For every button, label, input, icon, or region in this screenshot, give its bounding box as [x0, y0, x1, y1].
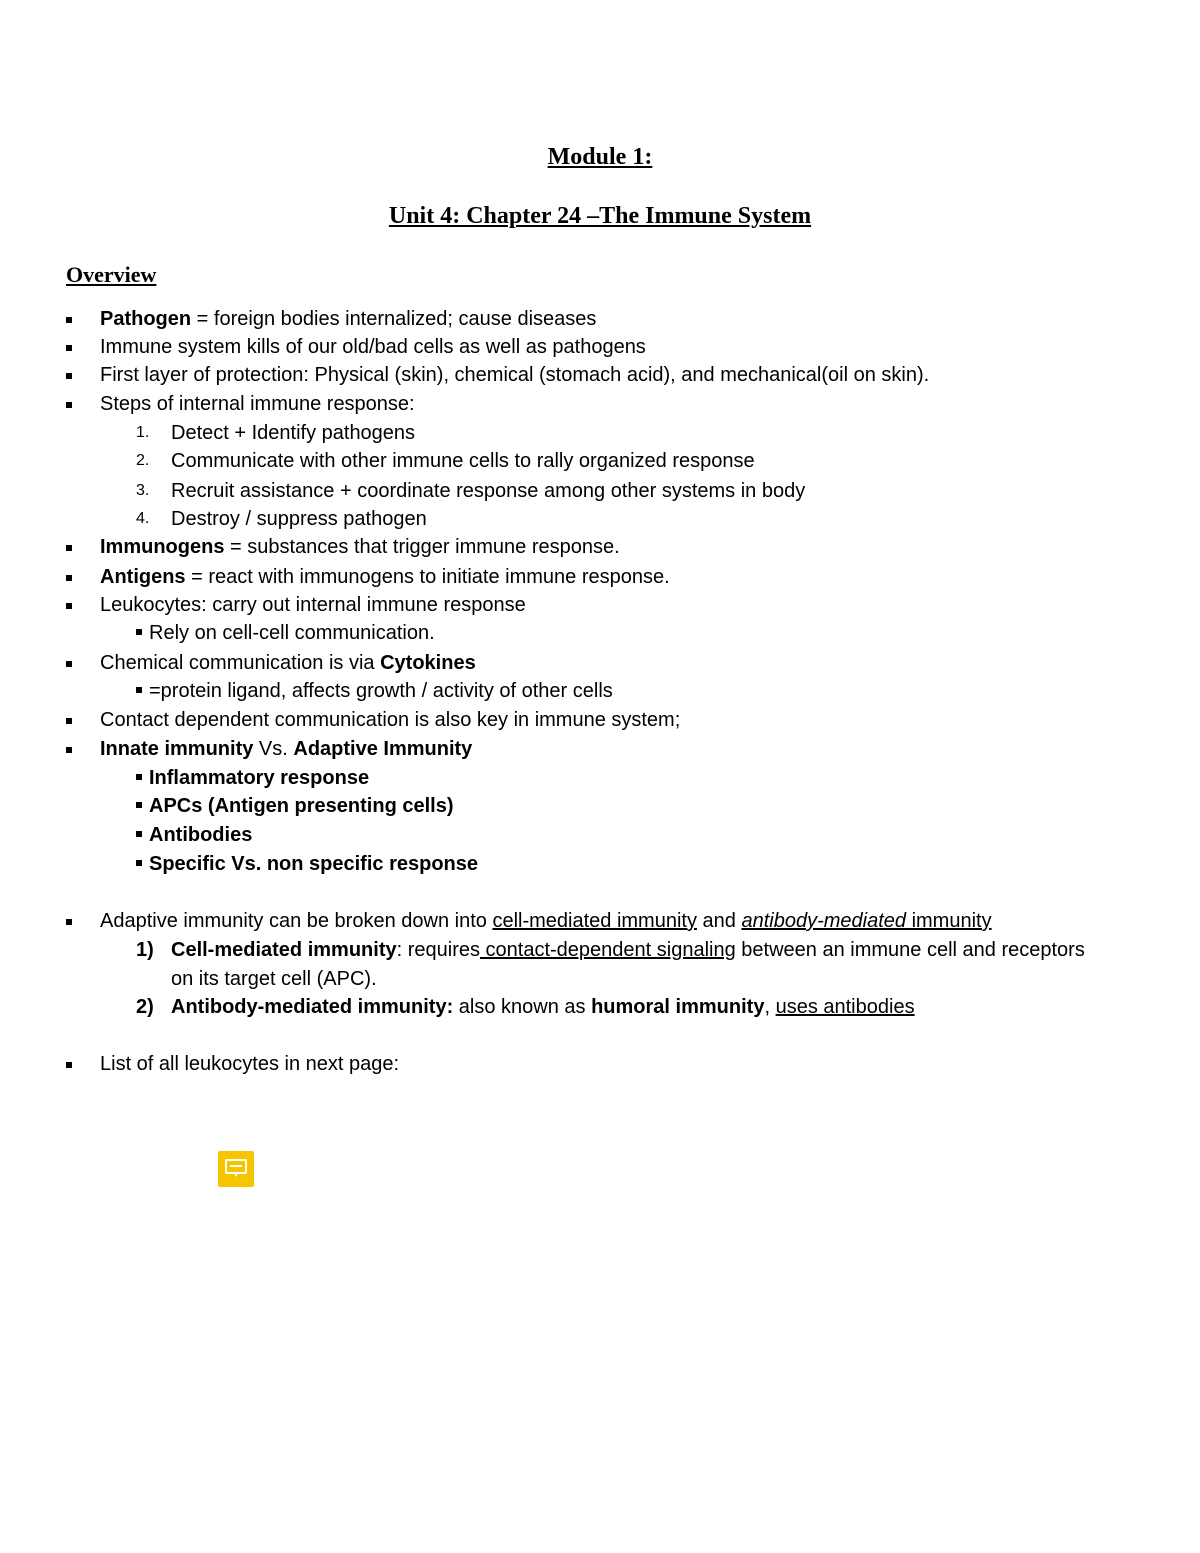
item-text: also known as [453, 996, 592, 1018]
overview-heading: Overview [66, 262, 157, 287]
bullet-immunogens [100, 533, 620, 561]
bullet-marker [66, 575, 72, 581]
bullet-marker [66, 373, 72, 379]
item-cell-mediated-continued: on its target cell (APC). [171, 968, 377, 990]
bullet-contact-dependent: Contact dependent communication is also key in immune system; [100, 709, 681, 731]
bullet-marker [66, 317, 72, 323]
term-antibody-mediated: Antibody-mediated immunity: [171, 996, 454, 1018]
term-cytokines: Cytokines [380, 652, 476, 674]
sub-bullet-cytokines [136, 677, 613, 705]
step-number: 1. [136, 424, 150, 441]
bullet-marker [66, 1062, 72, 1068]
term-innate-immunity: Innate immunity [100, 738, 254, 760]
bullet-immune-kills: Immune system kills of our old/bad cells as well as pathogens [100, 336, 646, 358]
bullet-marker [66, 661, 72, 667]
bullet-marker [66, 919, 72, 925]
underlined-term: immunity [906, 910, 992, 932]
item-text: between an immune cell and receptors [735, 939, 1085, 961]
sub-bullet-text: Specific Vs. non specific response [149, 853, 479, 875]
sub-bullet-text: Rely on cell-cell communication. [149, 622, 435, 644]
sub-bullet-marker [136, 802, 142, 808]
bullet-text: Adaptive immunity can be broken down into [100, 910, 493, 932]
bullet-marker [66, 718, 72, 724]
sub-bullet-marker [136, 687, 142, 693]
paren-number: 1) [136, 939, 154, 961]
bullet-text: = substances that trigger immune response. [224, 536, 620, 558]
italic-term: antibody-mediated [741, 910, 907, 932]
bullet-text: and [696, 910, 742, 932]
term-immunogens: Immunogens [100, 536, 225, 558]
bullet-leukocytes: Leukocytes: carry out internal immune response [100, 594, 526, 616]
step-number: 2. [136, 452, 150, 469]
sub-bullet-innate [136, 792, 454, 820]
item-text: : requires [396, 939, 480, 961]
module-title: Module 1: [547, 144, 653, 170]
step-number: 4. [136, 510, 150, 527]
bullet-adaptive-breakdown [100, 907, 992, 935]
bullet-marker [66, 402, 72, 408]
term-humoral-immunity: humoral immunity [591, 996, 765, 1018]
bullet-text: Chemical communication is via [100, 652, 381, 674]
sub-bullet-innate [136, 764, 369, 792]
sub-bullet-text: APCs (Antigen presenting cells) [149, 795, 454, 817]
bullet-steps-intro: Steps of internal immune response: [100, 393, 415, 415]
item-antibody-mediated [171, 993, 915, 1021]
bullet-innate-vs-adaptive [100, 735, 472, 763]
step-number: 3. [136, 482, 150, 499]
item-text: , [764, 996, 776, 1018]
term-pathogen: Pathogen [100, 308, 192, 330]
bullet-text: = foreign bodies internalized; cause diseases [191, 308, 597, 330]
sub-bullet-text: Inflammatory response [149, 767, 370, 789]
chapter-title: Unit 4: Chapter 24 –The Immune System [388, 203, 812, 229]
sub-bullet-innate [136, 850, 478, 878]
step-item: Destroy / suppress pathogen [171, 508, 427, 530]
underlined-term: uses antibodies [775, 996, 915, 1018]
step-item: Recruit assistance + coordinate response among other systems in body [171, 480, 806, 502]
bullet-text: = react with immunogens to initiate immune response. [185, 566, 670, 588]
sub-bullet-innate [136, 821, 252, 849]
sub-bullet-text: Antibodies [149, 824, 253, 846]
term-antigens: Antigens [100, 566, 186, 588]
sub-bullet-marker [136, 831, 142, 837]
bullet-marker [66, 603, 72, 609]
bullet-antigens [100, 563, 670, 591]
bullet-marker [66, 345, 72, 351]
underlined-term: cell-mediated immunity [492, 910, 697, 932]
paren-number: 2) [136, 996, 154, 1018]
bullet-chemical-communication [100, 649, 476, 677]
bullet-text: Vs. [253, 738, 294, 760]
term-adaptive-immunity: Adaptive Immunity [293, 738, 473, 760]
item-cell-mediated [171, 936, 1085, 964]
comment-icon[interactable] [218, 1151, 254, 1187]
bullet-first-layer: First layer of protection: Physical (skin), chemical (stomach acid), and mechanical(oil on skin). [100, 364, 930, 386]
step-item: Communicate with other immune cells to rally organized response [171, 450, 755, 472]
bullet-list-next: List of all leukocytes in next page: [100, 1053, 400, 1075]
bullet-marker [66, 545, 72, 551]
underlined-term: contact-dependent signaling [479, 939, 736, 961]
step-item: Detect + Identify pathogens [171, 422, 416, 444]
sub-bullet-marker [136, 629, 142, 635]
term-cell-mediated: Cell-mediated immunity [171, 939, 397, 961]
comment-glyph-icon [225, 1159, 247, 1179]
sub-bullet-marker [136, 774, 142, 780]
sub-bullet-marker [136, 860, 142, 866]
bullet-marker [66, 747, 72, 753]
sub-bullet-leukocytes [136, 619, 435, 647]
bullet-pathogen [100, 305, 596, 333]
sub-bullet-text: =protein ligand, affects growth / activity of other cells [149, 680, 613, 702]
